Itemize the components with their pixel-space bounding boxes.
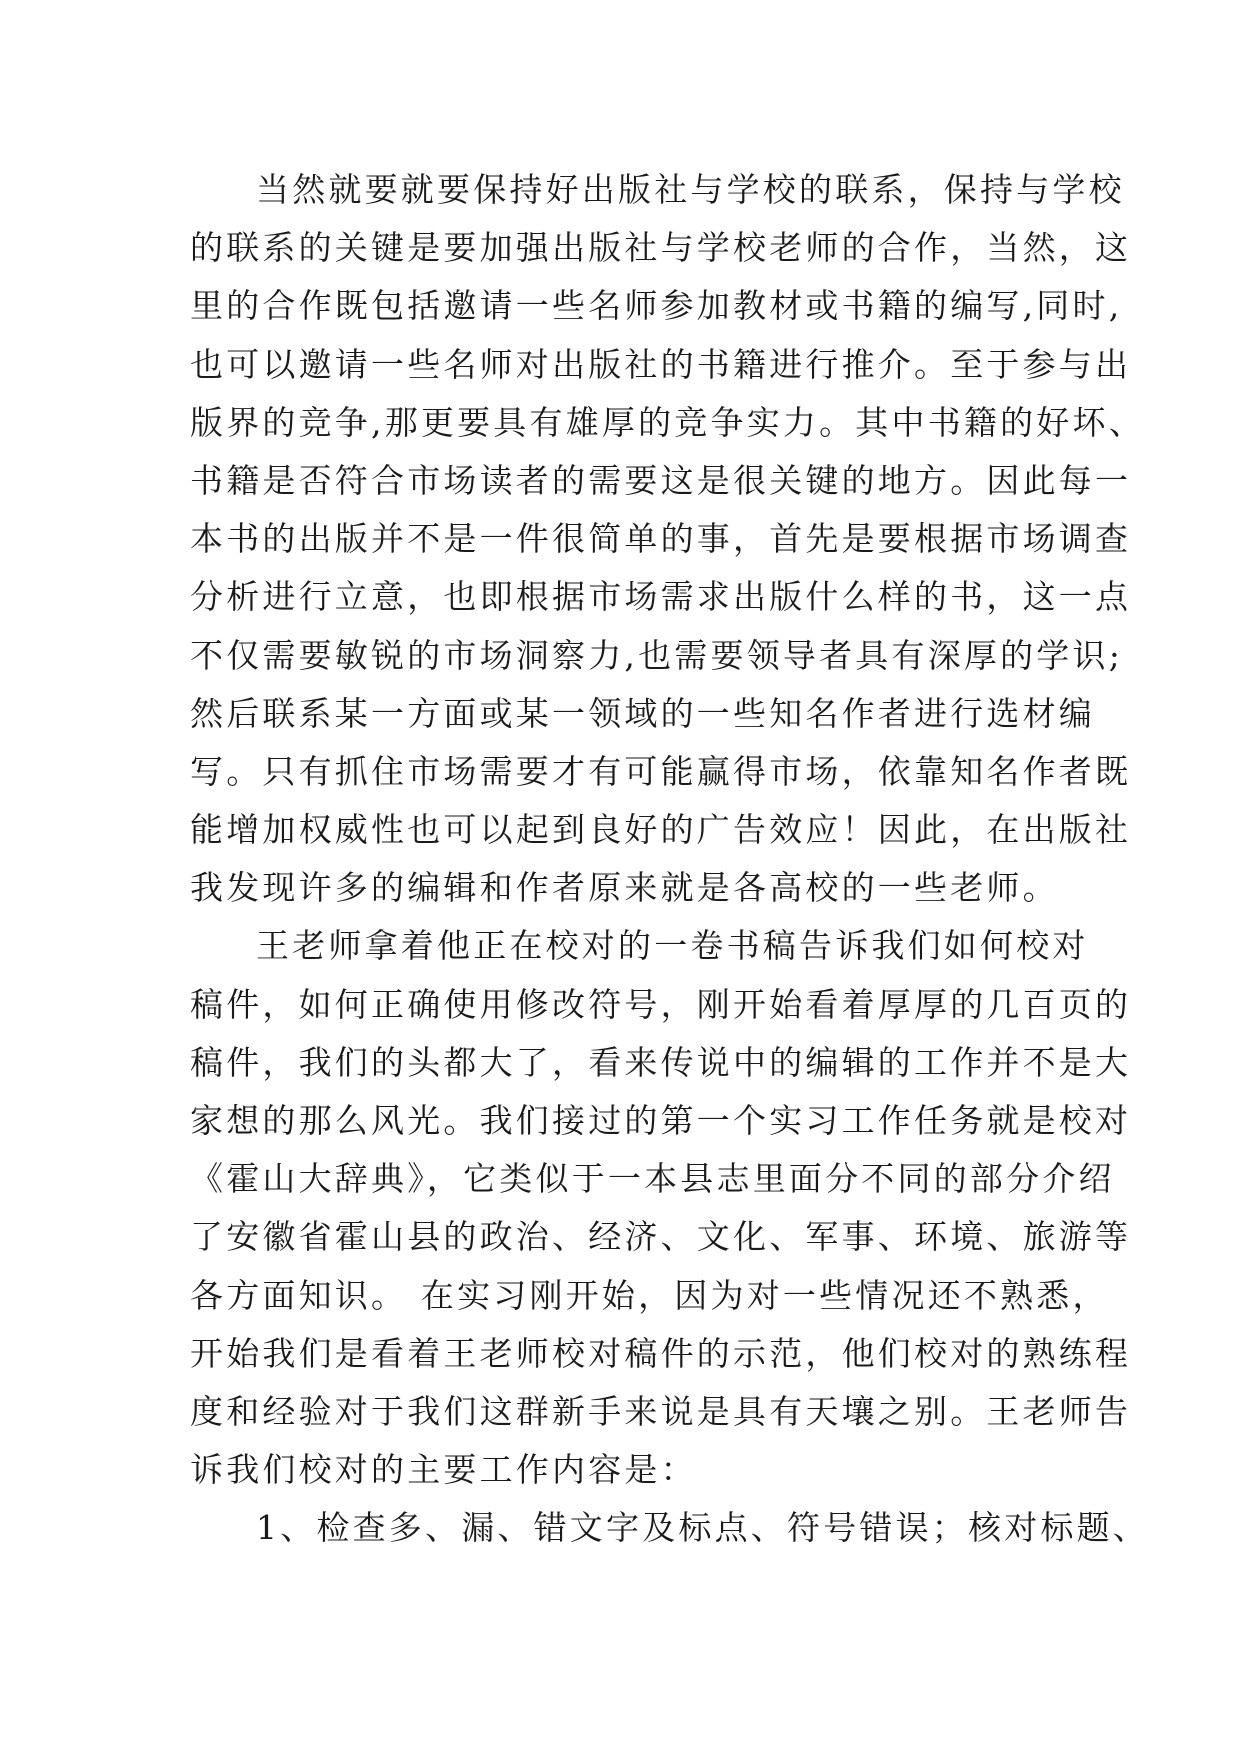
- text-line: 当然就要就要保持好出版社与学校的联系，保持与学校: [256, 170, 1125, 209]
- text-line: 的联系的关键是要加强出版社与学校老师的合作，当然，这: [190, 228, 1132, 268]
- text-line: 《霍山大辞典》，它类似于一本县志里面分不同的部分介绍: [190, 1159, 1115, 1199]
- text-line: 稿件，我们的头都大了，看来传说中的编辑的工作并不是大: [190, 1042, 1132, 1082]
- text-line: 诉我们校对的主要工作内容是：: [190, 1450, 697, 1490]
- text-line: 度和经验对于我们这群新手来说是具有天壤之别。王老师告: [190, 1391, 1132, 1431]
- text-line: 能增加权威性也可以起到良好的广告效应！因此，在出版社: [190, 810, 1132, 850]
- text-line: 本书的出版并不是一件很简单的事，首先是要根据市场调查: [190, 519, 1132, 559]
- text-line: 里的合作既包括邀请一些名师参加教材或书籍的编写,同时,: [190, 286, 1123, 326]
- text-line: 写。只有抓住市场需要才有可能赢得市场，依靠知名作者既: [190, 751, 1132, 791]
- text-line: 王老师拿着他正在校对的一卷书稿告诉我们如何校对: [256, 926, 1089, 966]
- text-line: 然后联系某一方面或某一领域的一些知名作者进行选材编: [190, 693, 1095, 733]
- paragraph-1: [190, 161, 1145, 917]
- text-line: 各方面知识。 在实习刚开始，因为对一些情况还不熟悉，: [190, 1275, 1109, 1315]
- text-line: 不仅需要敏锐的市场洞察力,也需要领导者具有深厚的学识;: [190, 635, 1124, 675]
- text-line: 书籍是否符合市场读者的需要这是很关键的地方。因此每一: [190, 460, 1132, 500]
- text-line: 稿件，如何正确使用修改符号，刚开始看着厚厚的几百页的: [190, 984, 1132, 1024]
- text-line: 也可以邀请一些名师对出版社的书籍进行推介。至于参与出: [190, 344, 1132, 384]
- text-line: 开始我们是看着王老师校对稿件的示范，他们校对的熟练程: [190, 1333, 1132, 1373]
- paragraph-2: [190, 917, 1132, 1499]
- text-line: 家想的那么风光。我们接过的第一个实习工作任务就是校对: [190, 1101, 1132, 1140]
- text-line: 版界的竞争,那更要具有雄厚的竞争实力。其中书籍的好坏、: [190, 402, 1145, 442]
- text-line: 1、检查多、漏、错文字及标点、符号错误；核对标题、: [256, 1508, 1149, 1548]
- document-body: [190, 161, 1149, 1558]
- paragraph-3: [190, 1499, 1149, 1557]
- text-line: 分析进行立意，也即根据市场需求出版什么样的书，这一点: [190, 577, 1132, 617]
- text-line: 我发现许多的编辑和作者原来就是各高校的一些老师。: [190, 868, 1059, 908]
- text-line: 了安徽省霍山县的政治、经济、文化、军事、环境、旅游等: [190, 1217, 1132, 1257]
